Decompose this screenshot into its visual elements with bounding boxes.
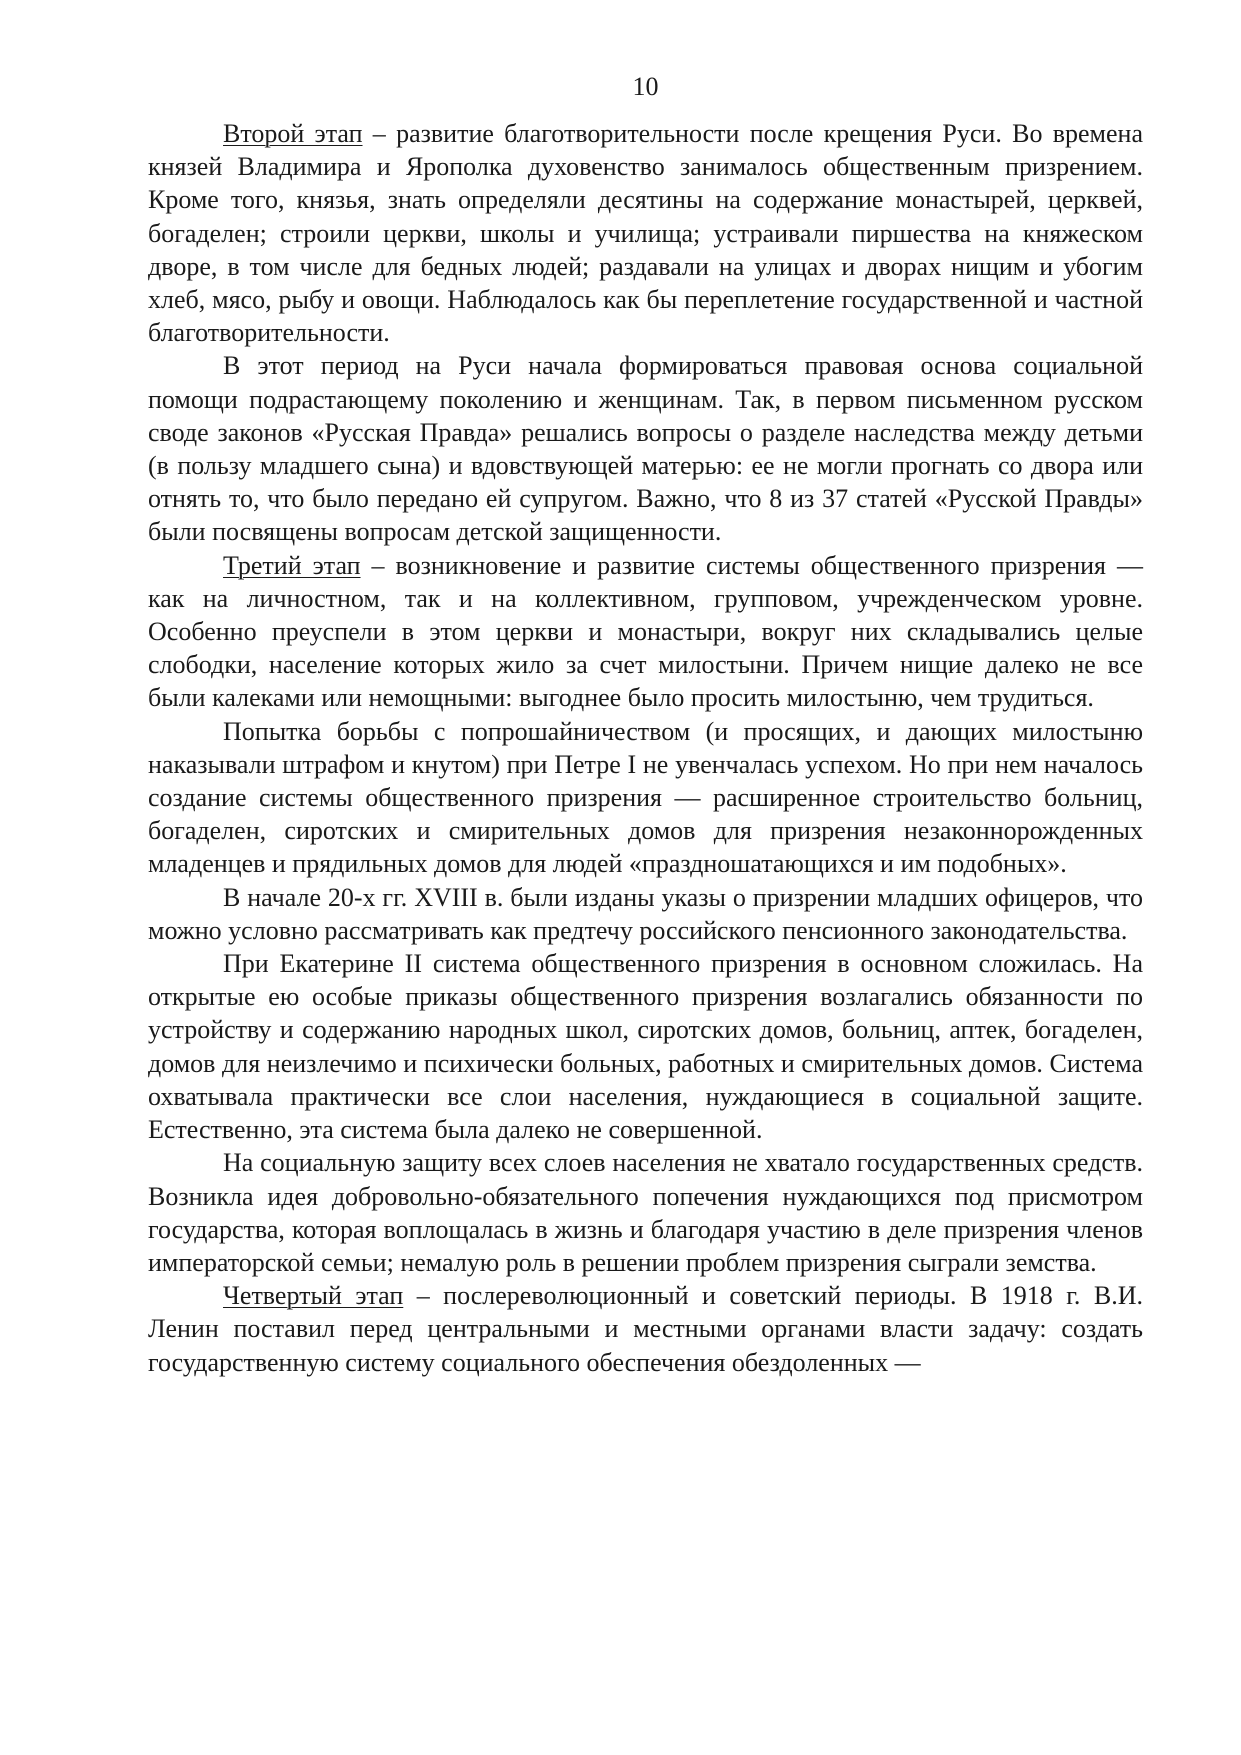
stage-heading: Четвертый этап xyxy=(223,1281,404,1311)
paragraph-peter-i: Попытка борьбы с попрошайничеством (и просящих, и дающих милостыню наказывали штрафом и кнутом) при Петре I не увенчалась успехом. Но при нем началось создание системы общественного призрения — расширенное строительство больниц, богаделен, сиротских и смирительных домов для призрения незаконнорожденных младенцев и прядильных домов для людей «праздношатающихся и им подобных». xyxy=(148,716,1143,879)
body-text xyxy=(148,117,1143,1379)
page-number: 10 xyxy=(632,72,659,101)
paragraph-legal-basis: В этот период на Руси начала формироваться правовая основа социальной помощи подрастающему поколению и женщинам. Так, в первом письменном русском своде законов «Русская Правда» решались вопросы о разделе наследства между детьми (в пользу младшего сына) и вдовствующей матерью: ее не могли прогнать со двора или отнять то, что было передано ей супругом. Важно, что 8 из 37 статей «Русской Правды» были посвящены вопросам детской защищенности. xyxy=(148,351,1143,547)
paragraph-state-funds: На социальную защиту всех слоев населения не хватало государственных средств. Возникла идея добровольно-обязательного попечения нуждающихся под присмотром государства, которая воплощалась в жизнь и благодаря участию в деле призрения членов императорской семьи; немалую роль в решении проблем призрения сыграли земства. xyxy=(148,1148,1143,1277)
paragraph-catherine-ii: При Екатерине II система общественного призрения в основном сложилась. На открытые ею особые приказы общественного призрения возлагались обязанности по устройству и содержанию народных школ, сиротских домов, больниц, аптек, богаделен, домов для неизлечимо и психически больных, работных и смирительных домов. Система охватывала практически все слои населения, нуждающиеся в социальной защите. Естественно, эта система была далеко не совершенной. xyxy=(148,949,1143,1145)
paragraph-second-stage xyxy=(148,117,1143,349)
stage-heading: Второй этап xyxy=(223,119,363,148)
paragraph-fourth-stage xyxy=(148,1279,1143,1379)
paragraph-text: – возникновение и развитие системы общественного призрения — как на личностном, так и на коллективном, групповом, учрежденческом уровне. Особенно преуспели в этом церкви и монастыри, вокруг них складывались целые слободки, население которых жило за счет милостыни. Причем нищие далеко не все были калеками или немощными: выгоднее было просить милостыню, чем трудиться. xyxy=(148,550,1143,713)
paragraph-text: – послереволюционный и советский периоды. В 1918 г. В.И. Ленин поставил перед центральными и местными органами власти задачу: создать государственную систему социального обеспечения обездоленных — xyxy=(148,1281,1144,1377)
paragraph-third-stage xyxy=(148,549,1143,715)
paragraph-18th-century: В начале 20-х гг. XVIII в. были изданы указы о призрении младших офицеров, что можно условно рассматривать как предтечу российского пенсионного законодательства. xyxy=(148,882,1143,945)
stage-heading: Третий этап xyxy=(223,550,361,580)
paragraph-text: – развитие благотворительности после крещения Руси. Во времена князей Владимира и Ярополка духовенство занималось общественным призрением. Кроме того, князья, знать определяли десятины на содержание монастырей, церквей, богаделен; строили церкви, школы и училища; устраивали пиршества на княжеском дворе, в том числе для бедных людей; раздавали на улицах и дворах нищим и убогим хлеб, мясо, рыбу и овощи. Наблюдалось как бы переплетение государственной и частной благотворительности. xyxy=(148,119,1143,348)
